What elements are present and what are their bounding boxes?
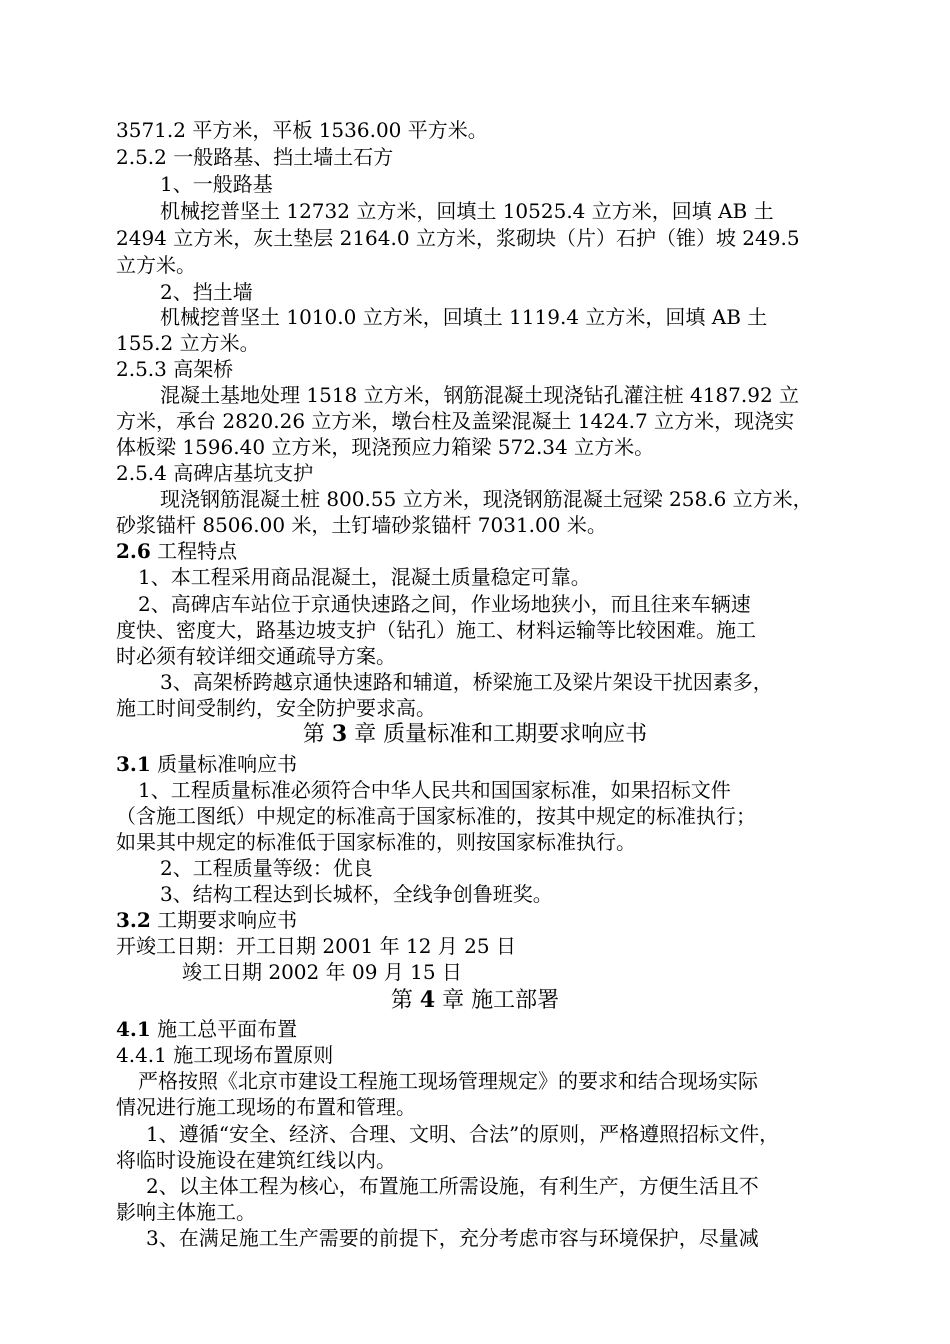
section-title: 质量标准响应书 [157,752,298,776]
text-line: 3、结构工程达到长城杯，全线争创鲁班奖。 [160,882,553,906]
text-line: 施工时间受制约，安全防护要求高。 [116,696,436,720]
text-line: 砂浆锚杆 8506.00 米，土钉墙砂浆锚杆 7031.00 米。 [116,513,607,537]
text-line: 混凝土基地处理 1518 立方米，钢筋混凝土现浇钻孔灌注桩 4187.92 立 [160,383,800,407]
chapter-name: 章 质量标准和工期要求响应书 [354,722,648,747]
chapter-title [0,720,950,749]
text-line: 体板梁 1596.40 立方米，现浇预应力箱梁 572.34 立方米。 [116,435,655,459]
section-heading: 2.5.2 一般路基、挡土墙土石方 [116,145,394,169]
text-line: 情况进行施工现场的布置和管理。 [116,1095,416,1119]
text-line: 影响主体施工。 [116,1200,256,1224]
chapter-title [0,986,950,1015]
section-heading [116,751,297,777]
text-line: 1、本工程采用商品混凝土，混凝土质量稳定可靠。 [138,565,591,589]
text-line: 开竣工日期：开工日期 2001 年 12 月 25 日 [116,934,516,958]
text-line: 现浇钢筋混凝土桩 800.55 立方米，现浇钢筋混凝土冠梁 258.6 立方米， [160,487,813,511]
text-line: 1、工程质量标准必须符合中华人民共和国国家标准，如果招标文件 [138,778,731,802]
section-number: 3.1 [116,752,151,776]
text-line: 机械挖普坚土 1010.0 立方米，回填土 1119.4 立方米，回填 AB 土 [160,305,768,329]
chapter-prefix: 第 [390,988,413,1013]
text-line: 如果其中规定的标准低于国家标准的，则按国家标准执行。 [116,830,636,854]
text-line: 3、高架桥跨越京通快速路和辅道，桥梁施工及梁片架设干扰因素多， [160,670,773,694]
text-line: 1、遵循“安全、经济、合理、文明、合法”的原则，严格遵照招标文件， [146,1122,780,1146]
section-heading: 2.5.4 高碑店基坑支护 [116,461,314,485]
section-heading: 2.5.3 高架桥 [116,357,234,381]
section-title: 工期要求响应书 [157,908,298,932]
text-line: 度快、密度大，路基边坡支护（钻孔）施工、材料运输等比较困难。施工 [116,618,756,642]
text-line: 155.2 立方米。 [116,331,260,355]
subheading: 2、挡土墙 [160,280,253,304]
text-line: 竣工日期 2002 年 09 月 15 日 [182,960,462,984]
text-line: 时必须有较详细交通疏导方案。 [116,644,396,668]
section-number: 2.6 [116,539,151,563]
section-heading: 4.4.1 施工现场布置原则 [116,1043,334,1067]
section-heading [116,538,237,564]
text-line: 2494 立方米，灰土垫层 2164.0 立方米，浆砌块（片）石护（锥）坡 249.5 [116,226,800,250]
chapter-number: 4 [419,987,436,1013]
section-title: 工程特点 [157,539,238,563]
text-line: 方米，承台 2820.26 立方米，墩台柱及盖梁混凝土 1424.7 立方米，现浇实 [116,409,795,433]
subheading: 1、一般路基 [160,172,273,196]
section-number: 3.2 [116,908,151,932]
chapter-name: 章 施工部署 [442,988,560,1013]
text-line: 3、在满足施工生产需要的前提下，充分考虑市容与环境保护，尽量减 [146,1226,759,1250]
text-line: 机械挖普坚土 12732 立方米，回填土 10525.4 立方米，回填 AB 土 [160,199,774,223]
text-line: 2、高碑店车站位于京通快速路之间，作业场地狭小，而且往来车辆速 [138,592,751,616]
text-line: 2、工程质量等级：优良 [160,856,373,880]
section-title: 施工总平面布置 [157,1017,298,1041]
text-line: 2、以主体工程为核心，布置施工所需设施，有利生产，方便生活且不 [146,1174,759,1198]
text-line: 立方米。 [116,253,196,277]
text-line: 将临时设施设在建筑红线以内。 [116,1148,396,1172]
section-heading [116,907,297,933]
chapter-number: 3 [331,721,348,747]
chapter-prefix: 第 [302,722,325,747]
section-number: 4.1 [116,1017,151,1041]
text-line: 3571.2 平方米，平板 1536.00 平方米。 [116,118,488,142]
section-heading [116,1016,297,1042]
text-line: （含施工图纸）中规定的标准高于国家标准的，按其中规定的标准执行； [116,804,756,828]
text-line: 严格按照《北京市建设工程施工现场管理规定》的要求和结合现场实际 [138,1069,758,1093]
